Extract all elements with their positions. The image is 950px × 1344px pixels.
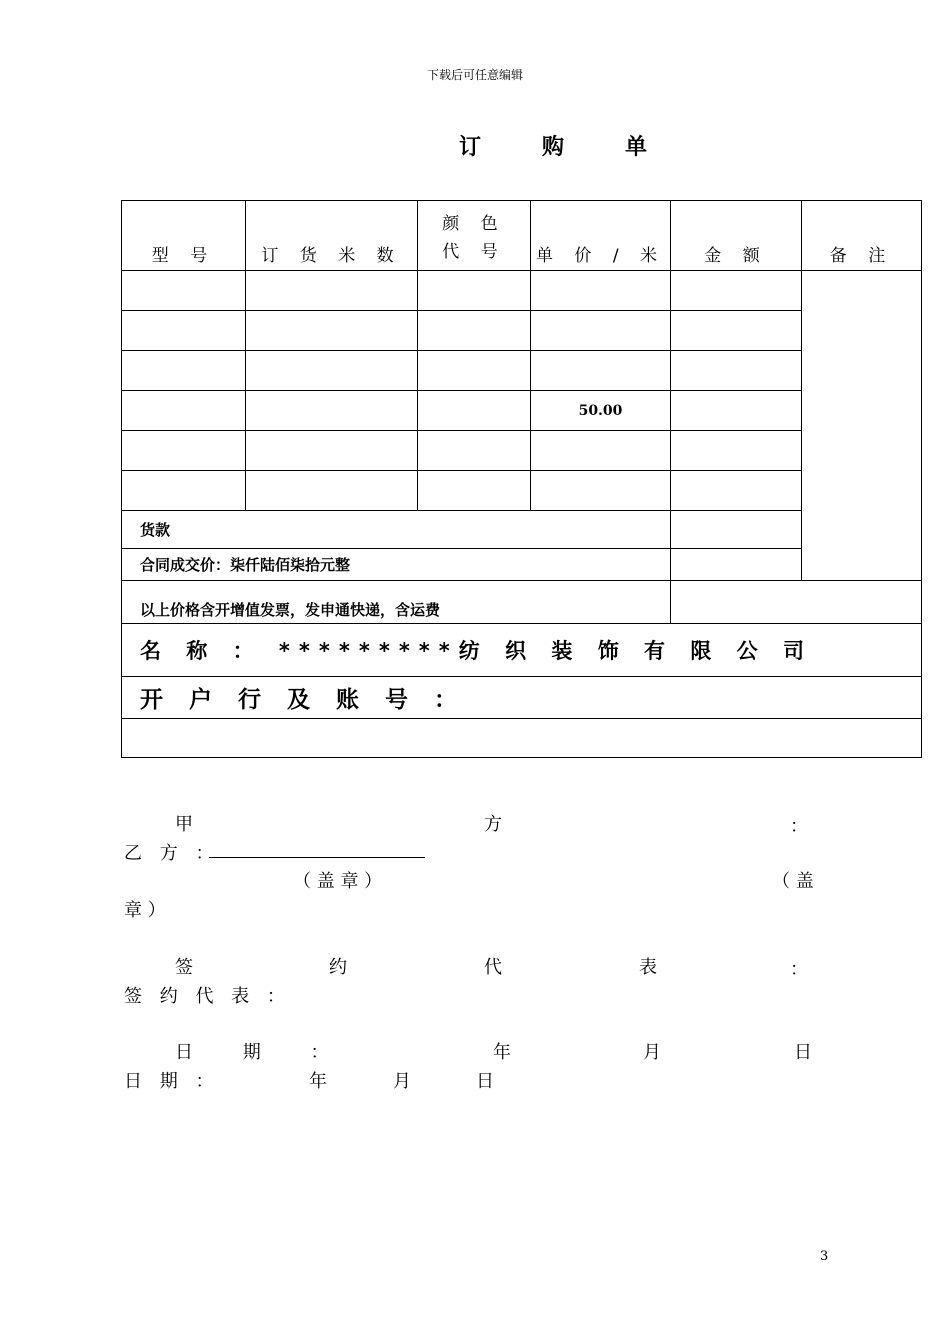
- seal-a: （ 盖 章 ）: [293, 871, 383, 892]
- cell-color[interactable]: [418, 431, 531, 471]
- cell-color[interactable]: [418, 391, 531, 431]
- cell-model[interactable]: [122, 351, 246, 391]
- date-b-month: 月: [393, 1071, 411, 1092]
- cell-amount[interactable]: [671, 471, 802, 511]
- cell-meters[interactable]: [246, 391, 418, 431]
- header-meters: 订 货 米 数: [246, 201, 418, 271]
- contract-amount-cell[interactable]: [671, 549, 802, 581]
- header-unit-price: 单 价 / 米: [531, 201, 671, 271]
- cell-amount[interactable]: [671, 431, 802, 471]
- date-a-day: 日: [794, 1042, 812, 1063]
- cell-amount[interactable]: [671, 311, 802, 351]
- cell-meters[interactable]: [246, 471, 418, 511]
- cell-color[interactable]: [418, 271, 531, 311]
- date-b-day: 日: [476, 1071, 494, 1092]
- cell-amount[interactable]: [671, 391, 802, 431]
- party-a-char-2: 方: [484, 814, 502, 835]
- cell-model[interactable]: [122, 431, 246, 471]
- cell-color[interactable]: [418, 471, 531, 511]
- header-color-code: [418, 201, 531, 271]
- company-name: 名 称 ： *********纺 织 装 饰 有 限 公 司: [122, 624, 922, 677]
- cell-price[interactable]: [531, 271, 671, 311]
- title-char-3: 单: [625, 135, 648, 160]
- payment-amount-cell[interactable]: [671, 511, 802, 549]
- cell-remarks[interactable]: [802, 271, 922, 581]
- date-a-year: 年: [493, 1042, 511, 1063]
- cell-amount[interactable]: [671, 351, 802, 391]
- seal-b-start: （ 盖: [772, 871, 814, 892]
- bank-account-row: [122, 677, 922, 719]
- cell-meters[interactable]: [246, 351, 418, 391]
- party-a-char-1: 甲: [175, 814, 193, 835]
- header-note: 下载后可任意编辑: [426, 68, 523, 82]
- cell-color[interactable]: [418, 311, 531, 351]
- cell-color[interactable]: [418, 351, 531, 391]
- rep-a-char-2: 约: [329, 957, 347, 978]
- cell-meters[interactable]: [246, 311, 418, 351]
- bank-account-value-row: [122, 719, 922, 758]
- title-char-2: 购: [542, 135, 565, 160]
- bank-account-value[interactable]: [122, 719, 922, 758]
- date-b-year: 年: [309, 1071, 327, 1092]
- party-b-label: 乙 方 ：: [124, 843, 220, 864]
- rep-a-char-4: 表: [639, 957, 657, 978]
- rep-a-char-3: 代: [484, 957, 502, 978]
- bank-account-label: 开 户 行 及 账 号 ：: [122, 677, 922, 719]
- page-number: 3: [820, 1249, 829, 1264]
- cell-price[interactable]: 50.00: [531, 391, 671, 431]
- cell-meters[interactable]: [246, 431, 418, 471]
- cell-price[interactable]: [531, 431, 671, 471]
- date-b-label: 日 期 ：: [124, 1071, 220, 1092]
- cell-price[interactable]: [531, 351, 671, 391]
- rep-b-label: 签 约 代 表 ：: [124, 986, 291, 1007]
- table-header-row: [122, 201, 922, 271]
- date-a-month: 月: [643, 1042, 661, 1063]
- header-remarks: 备 注: [802, 201, 922, 271]
- cell-model[interactable]: [122, 471, 246, 511]
- payment-label: 货款: [122, 511, 671, 549]
- cell-model[interactable]: [122, 311, 246, 351]
- rep-a-char-1: 签: [175, 957, 193, 978]
- price-note-right-cell: [671, 581, 922, 624]
- cell-model[interactable]: [122, 391, 246, 431]
- header-color-line1: 颜 色: [442, 214, 506, 234]
- header-color-line2: 代 号: [442, 242, 506, 262]
- cell-meters[interactable]: [246, 271, 418, 311]
- table-row: [122, 271, 922, 311]
- cell-amount[interactable]: [671, 271, 802, 311]
- price-note-text: 以上价格含开增值发票，发申通快递，含运费: [122, 581, 671, 624]
- cell-price[interactable]: [531, 311, 671, 351]
- date-a-label: 日 期 ：: [175, 1042, 351, 1063]
- header-amount: 金 额: [671, 201, 802, 271]
- rep-a-colon: ：: [790, 959, 808, 980]
- price-note-row: [122, 581, 922, 624]
- header-model: 型 号: [122, 201, 246, 271]
- contract-price-text: 合同成交价：柒仟陆佰柒拾元整: [122, 549, 671, 581]
- order-table: [121, 200, 922, 758]
- cell-price[interactable]: [531, 471, 671, 511]
- seal-b-end: 章 ）: [124, 900, 166, 921]
- party-b-signature-line[interactable]: [209, 857, 425, 858]
- company-name-row: [122, 624, 922, 677]
- party-a-colon: ：: [790, 816, 808, 837]
- title-char-1: 订: [459, 135, 482, 160]
- cell-model[interactable]: [122, 271, 246, 311]
